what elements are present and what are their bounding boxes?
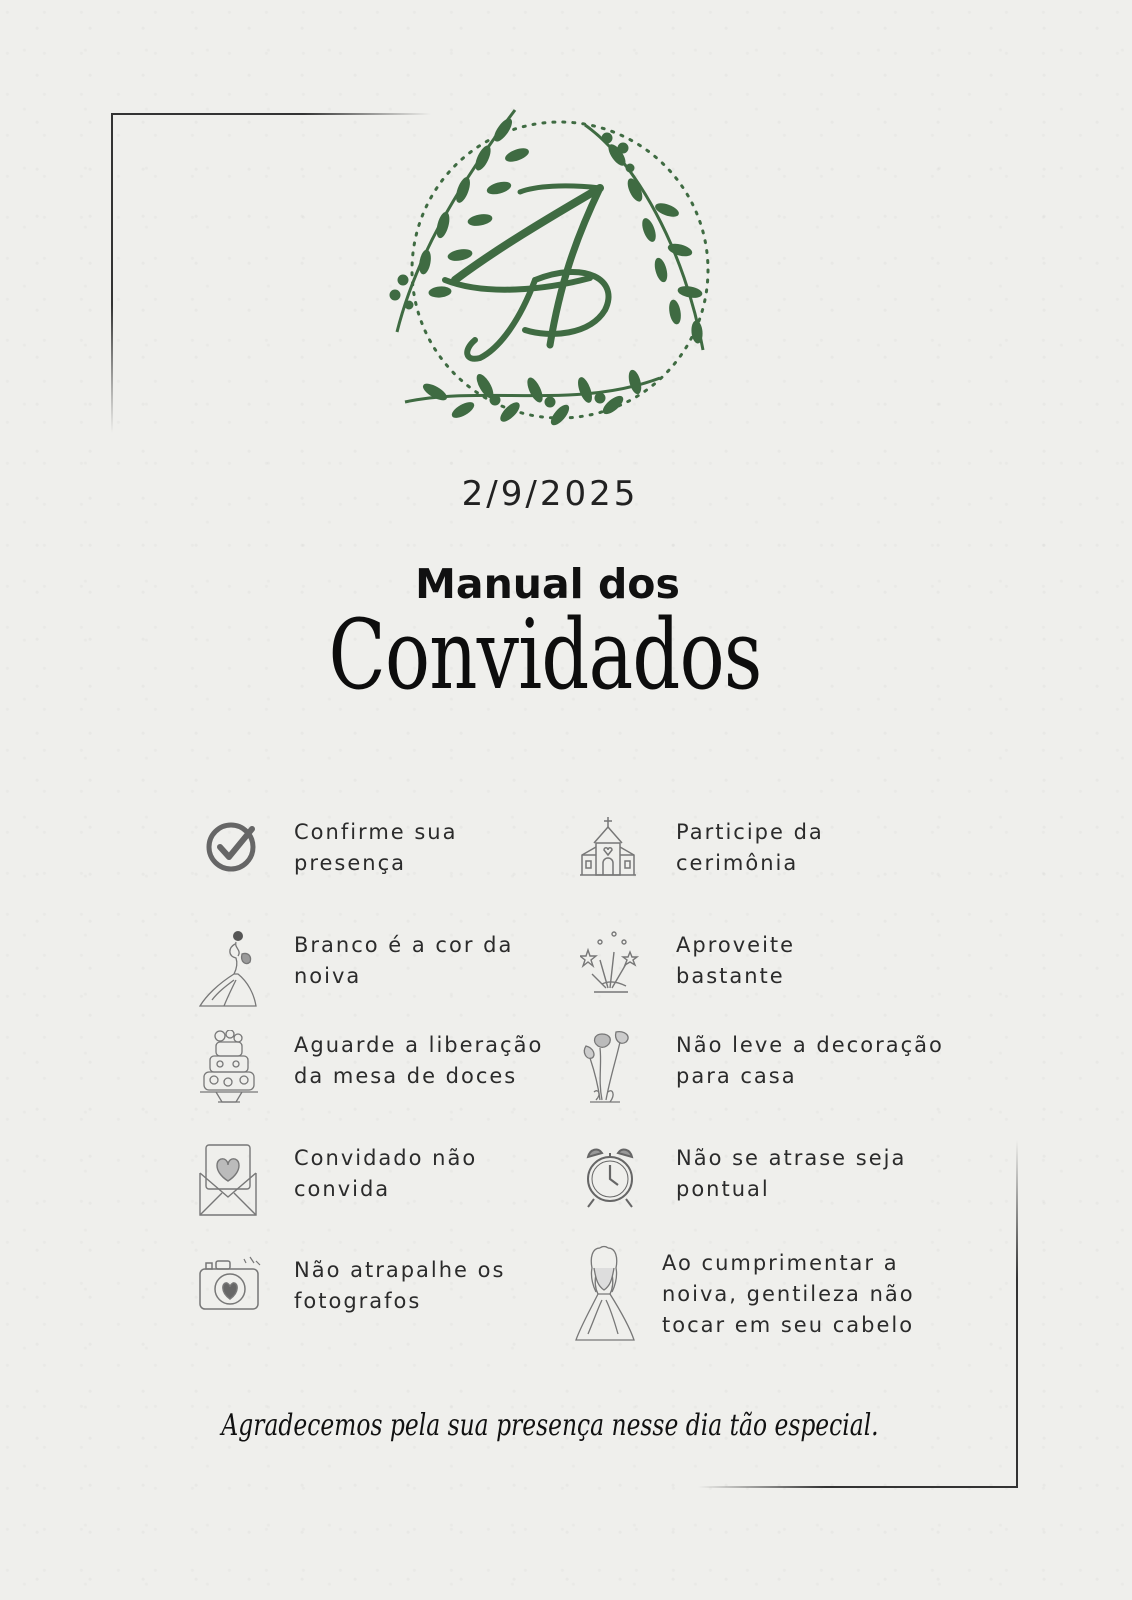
bride-back-icon <box>574 1244 638 1344</box>
cake-icon <box>198 1030 262 1110</box>
frame-line-top <box>111 113 431 115</box>
bride-icon <box>198 930 262 1010</box>
list-item-label: Não se atrase seja pontual <box>676 1146 907 1201</box>
alarm-clock-icon <box>580 1143 644 1223</box>
list-item-label: Não atrapalhe os fotografos <box>294 1258 506 1313</box>
fireworks-icon <box>580 930 644 1010</box>
frame-line-bottom <box>698 1486 1018 1488</box>
list-item-label: Aproveite bastante <box>676 933 796 988</box>
check-circle-icon <box>198 817 262 897</box>
list-item-label: Participe da cerimônia <box>676 820 824 875</box>
frame-line-right <box>1016 1140 1018 1488</box>
title-convidados: Convidados <box>328 599 762 711</box>
list-item-label: Branco é a cor da noiva <box>294 933 514 988</box>
title-manual-dos: Manual dos <box>415 560 680 608</box>
list-item-label: Não leve a decoração para casa <box>676 1033 944 1088</box>
monogram-wreath-logo <box>385 100 725 445</box>
footer-thanks: Agradecemos pela sua presença nesse dia tão especial. <box>221 1408 879 1443</box>
envelope-heart-icon <box>198 1143 262 1223</box>
list-item-label: Aguarde a liberação da mesa de doces <box>294 1033 544 1088</box>
list-item-label: Confirme sua presença <box>294 820 458 875</box>
list-item-label: Convidado não convida <box>294 1146 478 1201</box>
frame-line-left <box>111 113 113 433</box>
camera-heart-icon <box>198 1255 262 1335</box>
flower-icon <box>580 1030 644 1110</box>
list-item-label: Ao cumprimentar a noiva, gentileza não tocar em seu cabelo <box>662 1251 915 1337</box>
event-date: 2/9/2025 <box>461 474 639 514</box>
church-icon <box>580 817 644 897</box>
